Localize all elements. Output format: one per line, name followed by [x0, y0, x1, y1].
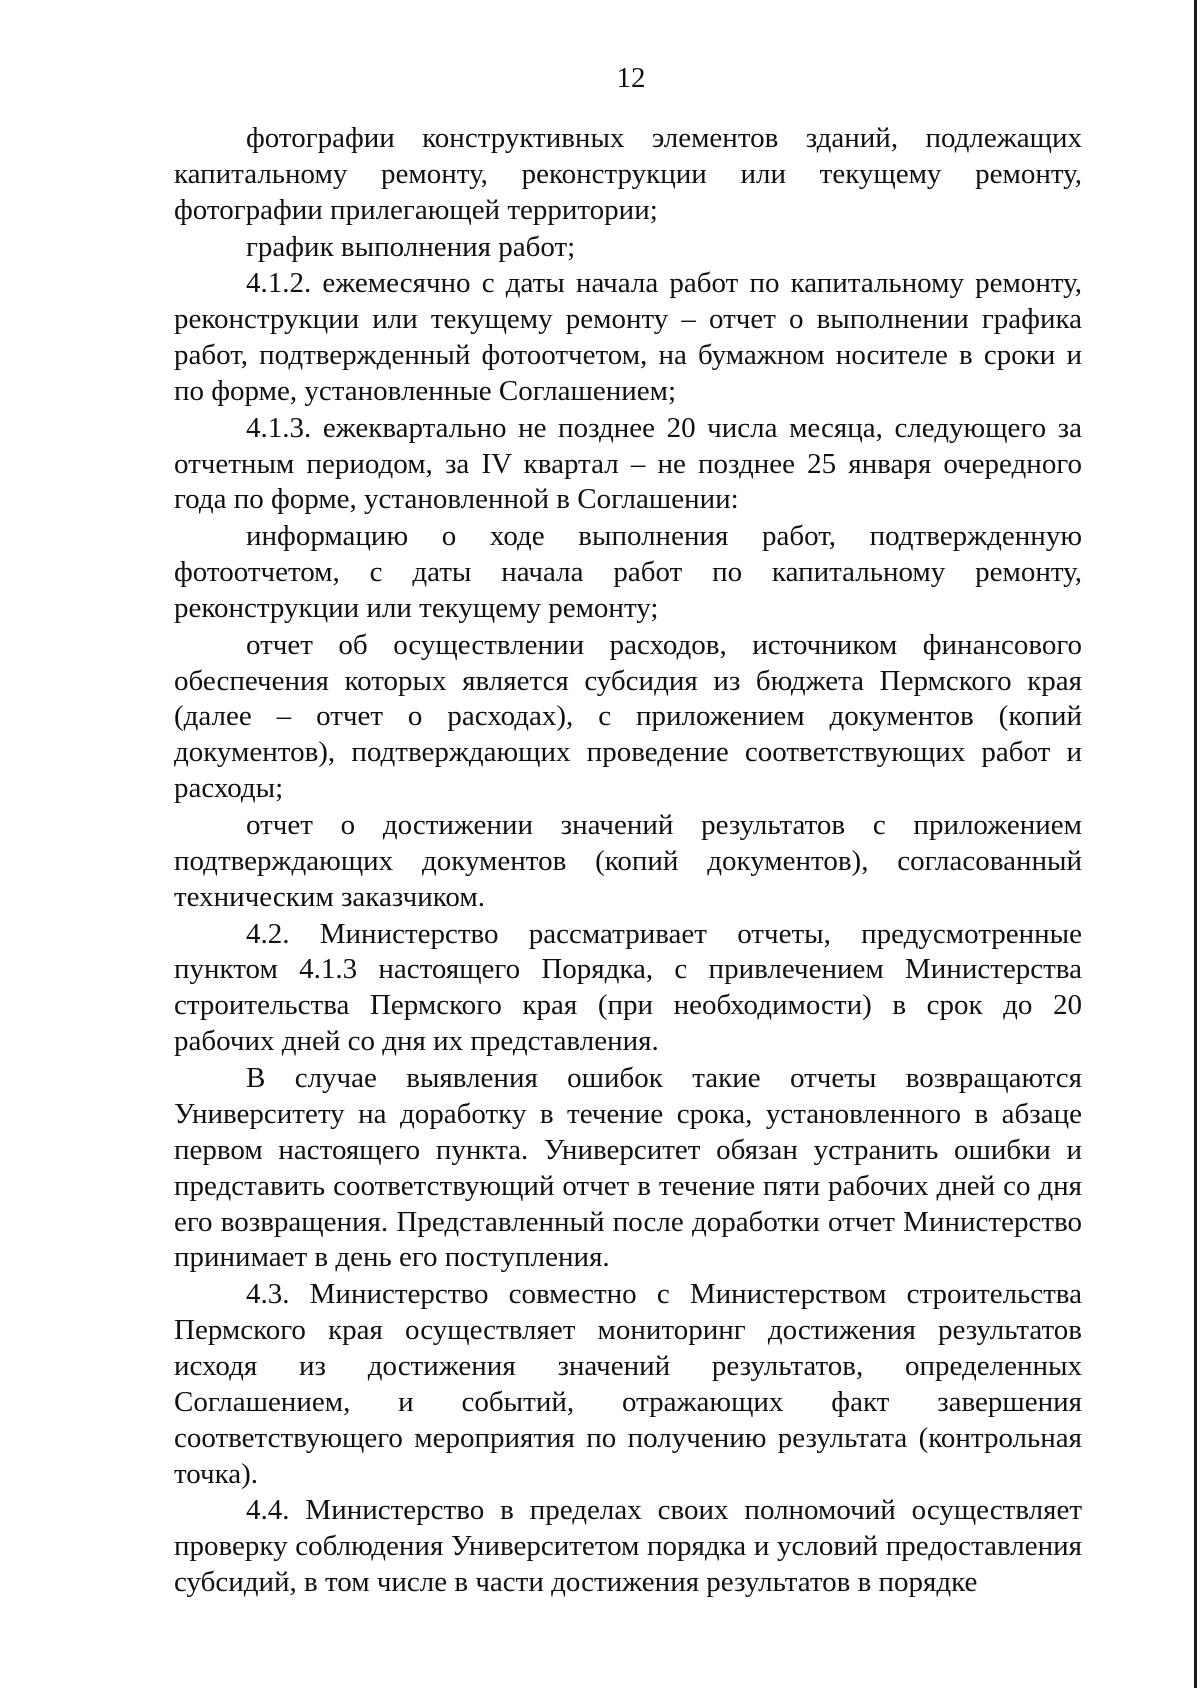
paragraph-4-3: 4.3. Министерство совместно с Министерством строительства Пермского края осуществляет мониторинг достижения результатов исходя из достижения значений результатов, определенных Соглашением, и событий, отражающих факт завершения соответствующего мероприятия по получению результата (контрольная точка). [174, 1278, 1082, 1490]
paragraph-4-1-2: 4.1.2. ежемесячно с даты начала работ по капитальному ремонту, реконструкции или текущему ремонту – отчет о выполнении графика работ, подтвержденный фотоотчетом, на бумажном носителе в сроки и по форме, установленные Соглашением; [174, 267, 1082, 407]
paragraph-schedule: график выполнения работ; [246, 230, 576, 263]
paragraph-results-report: отчет о достижении значений результатов с приложением подтверждающих документов (копий документов), согласованный техническим заказчиком. [174, 809, 1082, 913]
document-body [174, 121, 1082, 1602]
page-number: 12 [616, 62, 646, 94]
scan-edge [1194, 0, 1197, 1688]
paragraph-errors: В случае выявления ошибок такие отчеты возвращаются Университету на доработку в течение срока, установленного в абзаце первом настоящего пункта. Университет обязан устранить ошибки и представить соответствующий отчет в течение пяти рабочих дней со дня его возвращения. Представленный после доработки отчет Министерство принимает в день его поступления. [174, 1061, 1082, 1274]
paragraph-4-2: 4.2. Министерство рассматривает отчеты, предусмотренные пунктом 4.1.3 настоящего Порядка, с привлечением Министерства строительства Пермского края (при необходимости) в срок до 20 рабочих дней со дня их представления. [174, 917, 1082, 1058]
paragraph-4-4: 4.4. Министерство в пределах своих полномочий осуществляет проверку соблюдения Университетом порядка и условий предоставления субсидий, в том числе в части достижения результатов в порядке [174, 1494, 1082, 1599]
paragraph-photos: фотографии конструктивных элементов зданий, подлежащих капитальному ремонту, реконструкции или текущему ремонту, фотографии прилегающей территории; [174, 122, 1082, 226]
paragraph-4-1-3: 4.1.3. ежеквартально не позднее 20 числа месяца, следующего за отчетным периодом, за IV квартал – не позднее 25 января очередного года по форме, установленной в Соглашении: [174, 411, 1082, 516]
paragraph-expense-report: отчет об осуществлении расходов, источником финансового обеспечения которых является субсидия из бюджета Пермского края (далее – отчет о расходах), с приложением документов (копий документов), подтверждающих проведение соответствующих работ и расходы; [174, 628, 1082, 805]
paragraph-progress-info: информацию о ходе выполнения работ, подтвержденную фотоотчетом, с даты начала работ по капитальному ремонту, реконструкции или текущему ремонту; [174, 520, 1082, 624]
